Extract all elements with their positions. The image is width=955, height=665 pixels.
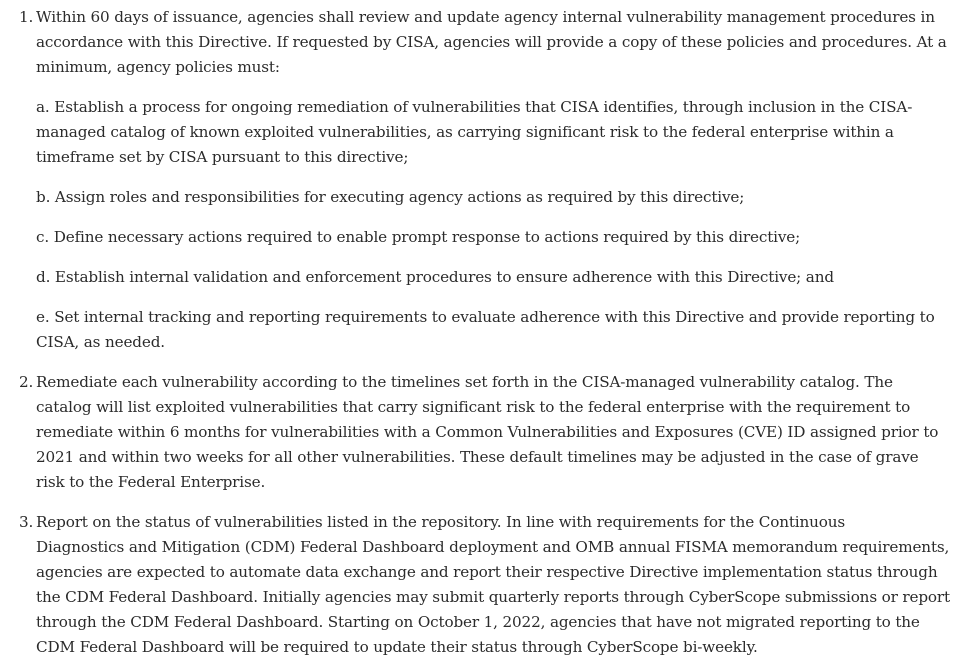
text-line: minimum, agency policies must:	[36, 58, 280, 76]
paragraph	[36, 370, 939, 495]
list-number: 3.	[19, 513, 34, 531]
text-line: e. Set internal tracking and reporting requirements to evaluate adherence with this Directive and provide reporting to	[36, 308, 935, 326]
text-line: Report on the status of vulnerabilities listed in the repository. In line with requirements for the Continuous	[36, 513, 846, 531]
text-line: CISA, as needed.	[36, 333, 165, 351]
subitem-c	[36, 225, 936, 250]
text-line: accordance with this Directive. If requested by CISA, agencies will provide a copy of these policies and procedures. At a	[36, 33, 947, 51]
subitem-b	[36, 185, 936, 210]
text-line: a. Establish a process for ongoing remediation of vulnerabilities that CISA identifies, through inclusion in the CISA-	[36, 98, 913, 116]
subitem-a	[36, 95, 936, 170]
text-line: remediate within 6 months for vulnerabilities with a Common Vulnerabilities and Exposures (CVE) ID assigned prior to	[36, 423, 939, 441]
text-line: d. Establish internal validation and enforcement procedures to ensure adherence with this Directive; and	[36, 268, 834, 286]
text-line: managed catalog of known exploited vulnerabilities, as carrying significant risk to the federal enterprise within a	[36, 123, 894, 141]
text-line: timeframe set by CISA pursuant to this directive;	[36, 148, 409, 166]
paragraph	[36, 5, 947, 80]
text-line: risk to the Federal Enterprise.	[36, 473, 266, 491]
subitem-e	[36, 305, 936, 355]
text-line: the CDM Federal Dashboard. Initially agencies may submit quarterly reports through CyberScope submissions or report	[36, 588, 950, 606]
text-line: Diagnostics and Mitigation (CDM) Federal Dashboard deployment and OMB annual FISMA memorandum requirements,	[36, 538, 950, 556]
text-line: 2021 and within two weeks for all other vulnerabilities. These default timelines may be adjusted in the case of grave	[36, 448, 919, 466]
paragraph	[36, 510, 950, 660]
text-line: Remediate each vulnerability according to the timelines set forth in the CISA-managed vulnerability catalog. The	[36, 373, 893, 391]
list-number: 2.	[19, 373, 34, 391]
text-line: Within 60 days of issuance, agencies shall review and update agency internal vulnerability management procedures in	[36, 8, 935, 26]
subitem-d	[36, 265, 936, 290]
text-line: b. Assign roles and responsibilities for executing agency actions as required by this directive;	[36, 188, 745, 206]
text-line: catalog will list exploited vulnerabilities that carry significant risk to the federal enterprise with the requirement to	[36, 398, 911, 416]
text-line: c. Define necessary actions required to enable prompt response to actions required by this directive;	[36, 228, 801, 246]
text-line: CDM Federal Dashboard will be required to update their status through CyberScope bi-weekly.	[36, 638, 758, 656]
text-line: through the CDM Federal Dashboard. Starting on October 1, 2022, agencies that have not migrated reporting to the	[36, 613, 920, 631]
text-line: agencies are expected to automate data exchange and report their respective Directive implementation status through	[36, 563, 938, 581]
list-number: 1.	[19, 8, 34, 26]
